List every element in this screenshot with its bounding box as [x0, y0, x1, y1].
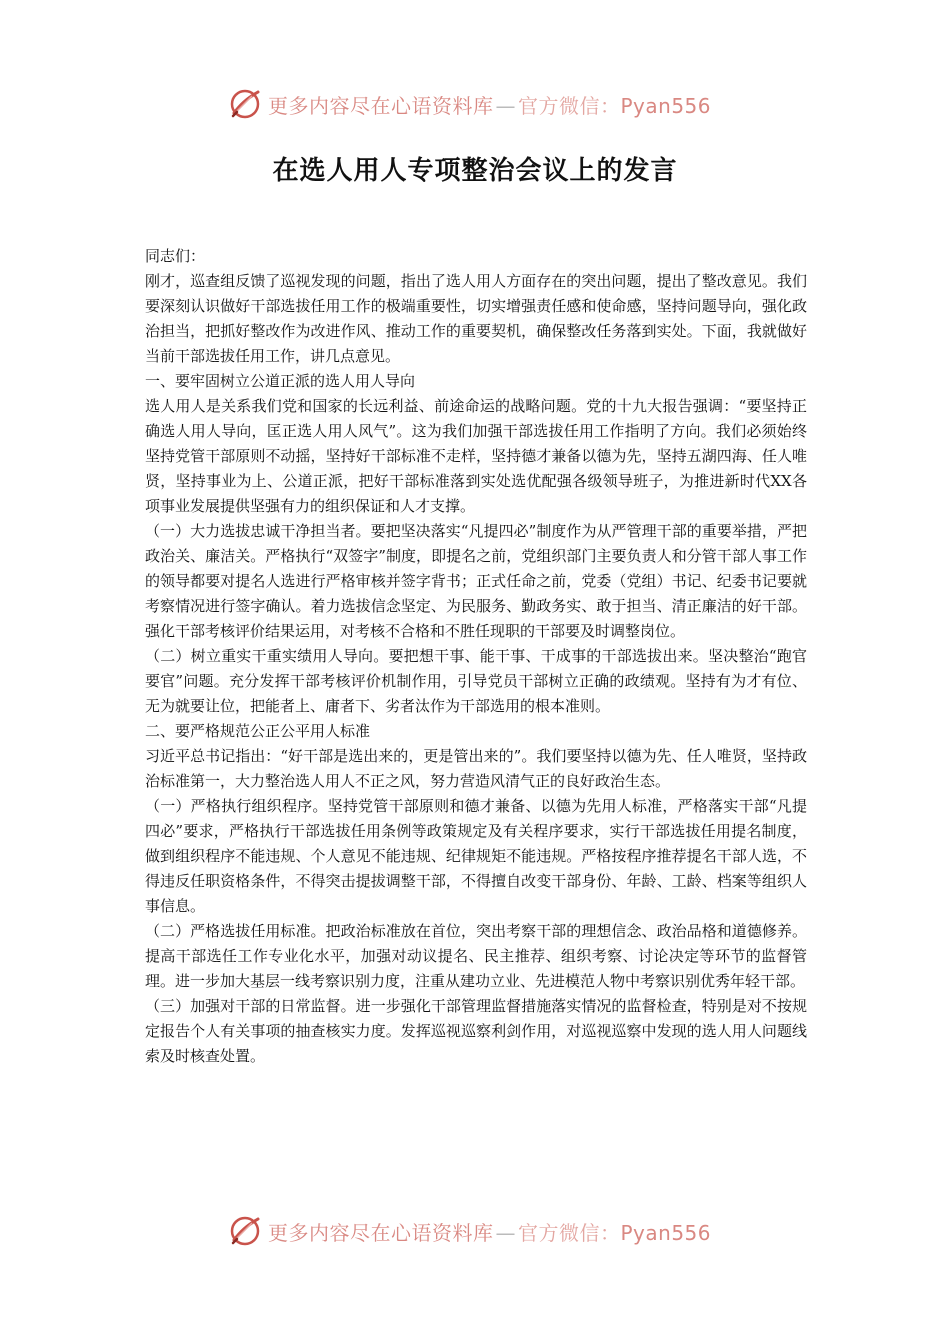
paragraph-section-1: 选人用人是关系我们党和国家的长远利益、前途命运的战略问题。党的十九大报告强调：“要坚持正确选人用人导向，匡正选人用人风气”。这为我们加强干部选拔任用工作指明了方向。我们必须始终坚持党管干部原则不动摇，坚持好干部标准不走样，坚持德才兼备以德为先，坚持五湖四海、任人唯贤，坚持事业为上、公道正派，把好干部标准落到实处选优配强各级领导班子，为推进新时代XX各项事业发展提供坚强有力的组织保证和人才支撑。 [145, 397, 807, 515]
watermark-separator: — [495, 1220, 516, 1245]
paragraph-2-2: （二）严格选拔任用标准。把政治标准放在首位，突出考察干部的理想信念、政治品格和道德修养。提高干部选任工作专业化水平，加强对动议提名、民主推荐、组织考察、讨论决定等环节的监督管理。进一步加大基层一线考察识别力度，注重从建功立业、先进模范人物中考察识别优秀年轻干部。 [145, 922, 807, 990]
watermark-banner-top [0, 82, 950, 126]
document-body [145, 244, 807, 1069]
watermark-text [268, 1217, 711, 1246]
paragraph-1-1: （一）大力选拔忠诚干净担当者。要把坚决落实“凡提四必”制度作为从严管理干部的重要举措，严把政治关、廉洁关。严格执行“双签字”制度，即提名之前，党组织部门主要负责人和分管干部人事工作的领导都要对提名人选进行严格审核并签字背书；正式任命之前，党委（党组）书记、纪委书记要就考察情况进行签字确认。着力选拔信念坚定、为民服务、勤政务实、敢于担当、清正廉洁的好干部。强化干部考核评价结果运用，对考核不合格和不胜任现职的干部要及时调整岗位。 [145, 522, 807, 640]
section-heading-1: 一、要牢固树立公道正派的选人用人导向 [145, 372, 416, 390]
paragraph-2-1: （一）严格执行组织程序。坚持党管干部原则和德才兼备、以德为先用人标准，严格落实干部“凡提四必”要求，严格执行干部选拔任用条例等政策规定及有关程序要求，实行干部选拔任用提名制度，做到组织程序不能违规、个人意见不能违规、纪律规矩不能违规。严格按程序推荐提名干部人选，不得违反任职资格条件，不得突击提拔调整干部，不得擅自改变干部身份、年龄、工龄、档案等组织人事信息。 [145, 797, 807, 915]
watermark-wechat-label: 官方微信： [518, 1220, 621, 1245]
signature-pen-logo-icon [228, 87, 262, 121]
watermark-wechat-id: Pyan556 [620, 1220, 712, 1245]
watermark-library-name: 更多内容尽在心语资料库 [268, 1220, 494, 1245]
salutation: 同志们： [145, 247, 206, 265]
watermark-text [268, 90, 711, 119]
section-heading-2: 二、要严格规范公正公平用人标准 [145, 722, 371, 740]
paragraph-intro: 刚才，巡查组反馈了巡视发现的问题，指出了选人用人方面存在的突出问题，提出了整改意见。我们要深刻认识做好干部选拔任用工作的极端重要性，切实增强责任感和使命感，坚持问题导向，强化政治担当，把抓好整改作为改进作风、推动工作的重要契机，确保整改任务落到实处。下面，我就做好当前干部选拔任用工作，讲几点意见。 [145, 272, 807, 365]
paragraph-1-2: （二）树立重实干重实绩用人导向。要把想干事、能干事、干成事的干部选拔出来。坚决整治“跑官要官”问题。充分发挥干部考核评价机制作用，引导党员干部树立正确的政绩观。坚持有为才有位、无为就要让位，把能者上、庸者下、劣者汰作为干部选用的根本准则。 [145, 647, 807, 715]
watermark-library-name: 更多内容尽在心语资料库 [268, 93, 494, 118]
document-title: 在选人用人专项整治会议上的发言 [272, 156, 678, 186]
paragraph-section-2: 习近平总书记指出：“好干部是选出来的，更是管出来的”。我们要坚持以德为先、任人唯贤，坚持政治标准第一，大力整治选人用人不正之风，努力营造风清气正的良好政治生态。 [145, 747, 807, 790]
watermark-wechat-label: 官方微信： [518, 93, 621, 118]
watermark-wechat-id: Pyan556 [620, 93, 712, 118]
watermark-separator: — [495, 93, 516, 118]
signature-pen-logo-icon [228, 1214, 262, 1248]
watermark-banner-bottom [0, 1209, 950, 1253]
paragraph-2-3: （三）加强对干部的日常监督。进一步强化干部管理监督措施落实情况的监督检查，特别是对不按规定报告个人有关事项的抽查核实力度。发挥巡视巡察利剑作用，对巡视巡察中发现的选人用人问题线索及时核查处置。 [145, 997, 807, 1065]
